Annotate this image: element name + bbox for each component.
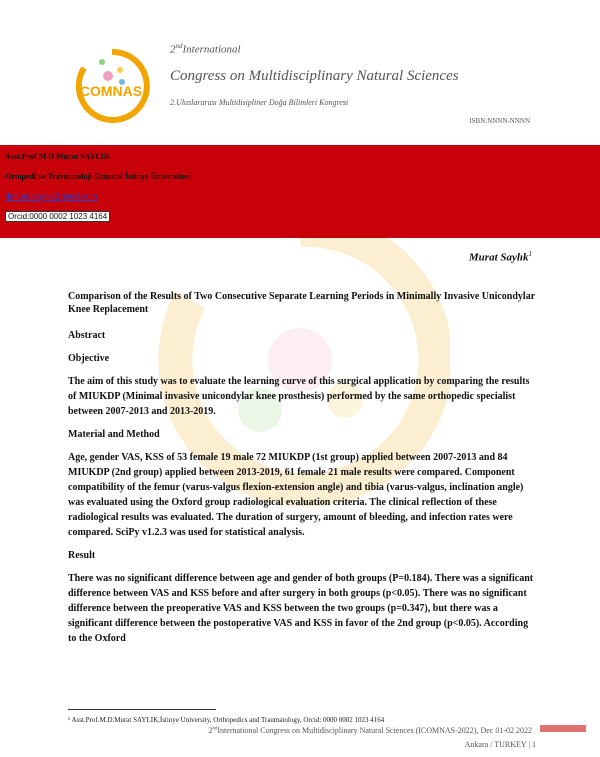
- isbn-label: ISBN:NNNN-NNNN: [469, 117, 530, 125]
- congress-edition: 2ndInternational: [170, 42, 241, 56]
- result-text: There was no significant difference between age and gender of both groups (P=0.184). There was a significant difference between VAS and KSS before and after surgery in both groups (p<0.05). There was no significant difference between the preoperative VAS and KSS between the two groups (p=0.347), but there was a significant difference between the postoperative VAS and KSS in favor of the 2nd group (p<0.05). According to the Oxford: [68, 573, 534, 644]
- author-email-link[interactable]: drmuratsaylik@gmail.com: [5, 192, 98, 201]
- author-name: Murat Saylık$^1$: [468, 250, 532, 264]
- methods-text: Age, gender VAS, KSS of 53 female 19 male 72 MIUKDP (1st group) applied between 2007-2013 and 84 MIUKDP (2nd group) applied between 2013-2019, 61 female 21 male results were compared. Component compatibility of the femur (varus-valgus flexion-extension angle) and tibia (varus-valgus, inclination angle) was evaluated using the Oxford group radiological evaluation criteria. The clinical reflection of these radiological results was evaluated. The duration of surgery, amount of bleeding, and infection rates were compared. SciPy v1.2.3 was used for statistical analysis.: [68, 452, 524, 538]
- svg-text:ICOMNAS: ICOMNAS: [76, 83, 143, 99]
- author-info-band: [0, 145, 600, 238]
- result-heading: Result: [68, 550, 96, 561]
- congress-header: [0, 0, 600, 140]
- paper-body: [68, 290, 538, 654]
- objective-heading: Objective: [68, 353, 110, 364]
- footer-accent-bar: [540, 725, 586, 732]
- footer-location-page: Ankara / TURKEY | 1: [464, 740, 536, 749]
- abstract-heading: Abstract: [68, 330, 106, 341]
- methods-heading: Material and Method: [68, 429, 160, 440]
- author-band-name: Asst.Prof.M.D Murat SAYLIK: [5, 152, 111, 161]
- paper-title: Comparison of the Results of Two Consecutive Separate Learning Periods in Minimally Invasive Unicondylar Knee Replacement: [68, 291, 535, 315]
- icomnas-logo-icon: [72, 48, 156, 124]
- congress-subtitle: 2.Uluslararası Multidisipliner Doğa Bilimleri Kongresi: [170, 98, 349, 107]
- footnote: ¹ Asst.Prof.M.D.Murat SAYLIK,İstinye University, Orthopedics and Traumatology, Orcid: 0000 0002 1023 4164: [68, 716, 385, 724]
- author-band-department: Ortopedi ve Travmatoloji Uzmanı/ İstinye Üniversitesi: [5, 172, 191, 181]
- footnote-divider: [68, 709, 216, 710]
- footer-congress-line: 2ndInternational Congress on Multidisciplinary Natural Sciences (ICOMNAS-2022), Dec 01-02 2022: [208, 726, 532, 735]
- author-orcid: Orcid:0000 0002 1023 4164: [5, 211, 110, 222]
- objective-text: The aim of this study was to evaluate the learning curve of this surgical application by comparing the results of MIUKDP (Minimal invasive unicondylar knee prosthesis) performed by the same orthopedic specialist between 2007-2013 and 2013-2019.: [68, 376, 530, 417]
- congress-title: Congress on Multidisciplinary Natural Sciences: [170, 68, 459, 84]
